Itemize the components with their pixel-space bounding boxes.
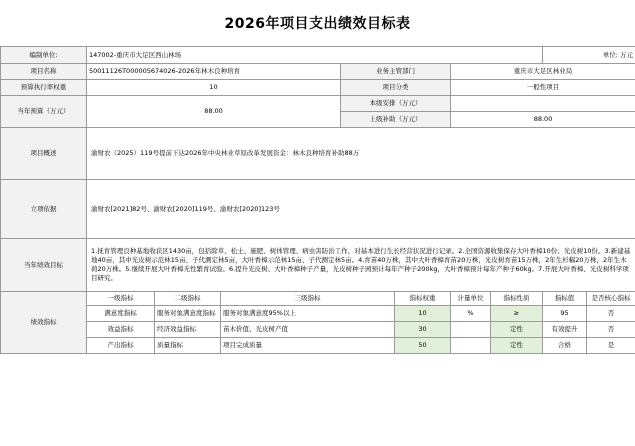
indicator-core: 否 [587, 306, 635, 322]
budget-value: 88.00 [87, 96, 341, 128]
overview-row [1, 128, 635, 180]
upper-budget-value: 88.00 [451, 112, 635, 128]
col-value: 指标值 [543, 292, 587, 306]
weight-label: 预算执行率权重 [1, 80, 87, 96]
indicator-core: 是 [587, 338, 635, 354]
project-name-row [1, 64, 635, 80]
indicator-level1: 满意度指标 [87, 306, 155, 322]
dept-label: 业务主管部门 [341, 64, 451, 80]
indicator-row [1, 322, 635, 338]
col-level3: 三级指标 [221, 292, 395, 306]
indicator-nature: 定性 [491, 338, 543, 354]
indicator-row [1, 306, 635, 322]
indicator-level3: 项目完成质量 [221, 338, 395, 354]
dept-value: 重庆市大足区林业局 [451, 64, 635, 80]
unit-row [1, 47, 635, 64]
project-name-value: 50011126T000005674026-2026年林木良种培育 [87, 64, 341, 80]
weight-row [1, 80, 635, 96]
indicator-level1: 产出指标 [87, 338, 155, 354]
weight-value: 10 [87, 80, 341, 96]
category-value: 一般性项目 [451, 80, 635, 96]
indicator-nature: 定性 [491, 322, 543, 338]
budget-label: 当年预算（万元） [1, 96, 87, 128]
col-unit: 计量单位 [451, 292, 491, 306]
col-core: 是否核心指标 [587, 292, 635, 306]
indicator-nature: ≥ [491, 306, 543, 322]
indicator-row [1, 338, 635, 354]
overview-label: 项目概述 [1, 128, 87, 180]
basis-label: 立项依据 [1, 180, 87, 239]
col-level1: 一级指标 [87, 292, 155, 306]
local-budget-row [1, 96, 635, 112]
indicator-level2: 质量指标 [155, 338, 221, 354]
indicator-unit [451, 322, 491, 338]
indicator-level2: 服务对象满意度指标 [155, 306, 221, 322]
page-title: 2026年项目支出绩效目标表 [224, 16, 411, 32]
goal-text: 1.抚育管理良种基地收获区1430亩，包括除草、松土、施肥、树体管理、病虫害防治工作，对基本进行生长经营状况进行记录。2.全国资源收集保存大叶香樟10份；光皮树10份。3.新建基地40亩，其中光皮树示范林15亩、子代测定林5亩，大叶香樟示范林15亩、子代测定林5亩。4.育苗40万株，其中大叶香樟育苗20万株，光皮树育苗15万株，2年生杉幅20万株，2年生木荷20万株。5.继续开展大叶香樟无性繁育试验。6.提升光皮树、大叶香樟种子产量，光皮树种子园预计每年产种子200kg，大叶香樟预计每年产种子60kg。7.开展大叶香樟、光皮树科学项目研究。 [87, 239, 635, 292]
indicator-weight: 30 [395, 322, 451, 338]
indicator-unit: % [451, 306, 491, 322]
basis-row [1, 180, 635, 239]
indicator-header-row [1, 292, 635, 306]
indicator-value: 有效提升 [543, 322, 587, 338]
indicator-level2: 经济效益指标 [155, 322, 221, 338]
col-nature: 指标性质 [491, 292, 543, 306]
indicator-weight: 10 [395, 306, 451, 322]
indicator-level1: 效益指标 [87, 322, 155, 338]
indicator-level3: 服务对象满意度95%以上 [221, 306, 395, 322]
local-budget-label: 本级安排（万元） [341, 96, 451, 112]
upper-budget-label: 上级补助（万元） [341, 112, 451, 128]
local-budget-value [451, 96, 635, 112]
goal-label: 当年绩效目标 [1, 239, 87, 292]
indicator-weight: 50 [395, 338, 451, 354]
col-level2: 二级指标 [155, 292, 221, 306]
col-weight: 指标权重 [395, 292, 451, 306]
goal-table [0, 46, 635, 354]
unit-label: 编制单位: [1, 47, 87, 64]
project-name-label: 项目名称 [1, 64, 87, 80]
category-label: 项目分类 [341, 80, 451, 96]
indicator-unit [451, 338, 491, 354]
overview-text: 渝财农（2025）119号提前下达2026年中央林业草原改革发展资金：林木良种培育补助88万 [87, 128, 635, 180]
indicators-label: 绩效指标 [1, 292, 87, 354]
basis-text: 渝财农[2021]82号、渝财农[2020]119号、渝财农[2020]123号 [87, 180, 635, 239]
indicator-level3: 苗木价值、光皮树产值 [221, 322, 395, 338]
unit-value: 147002-重庆市大足区西山林场 [87, 47, 543, 64]
indicator-value: 95 [543, 306, 587, 322]
indicator-value: 合格 [543, 338, 587, 354]
goal-row [1, 239, 635, 292]
indicator-core: 否 [587, 322, 635, 338]
currency-label: 单位: 万元 [543, 47, 635, 64]
